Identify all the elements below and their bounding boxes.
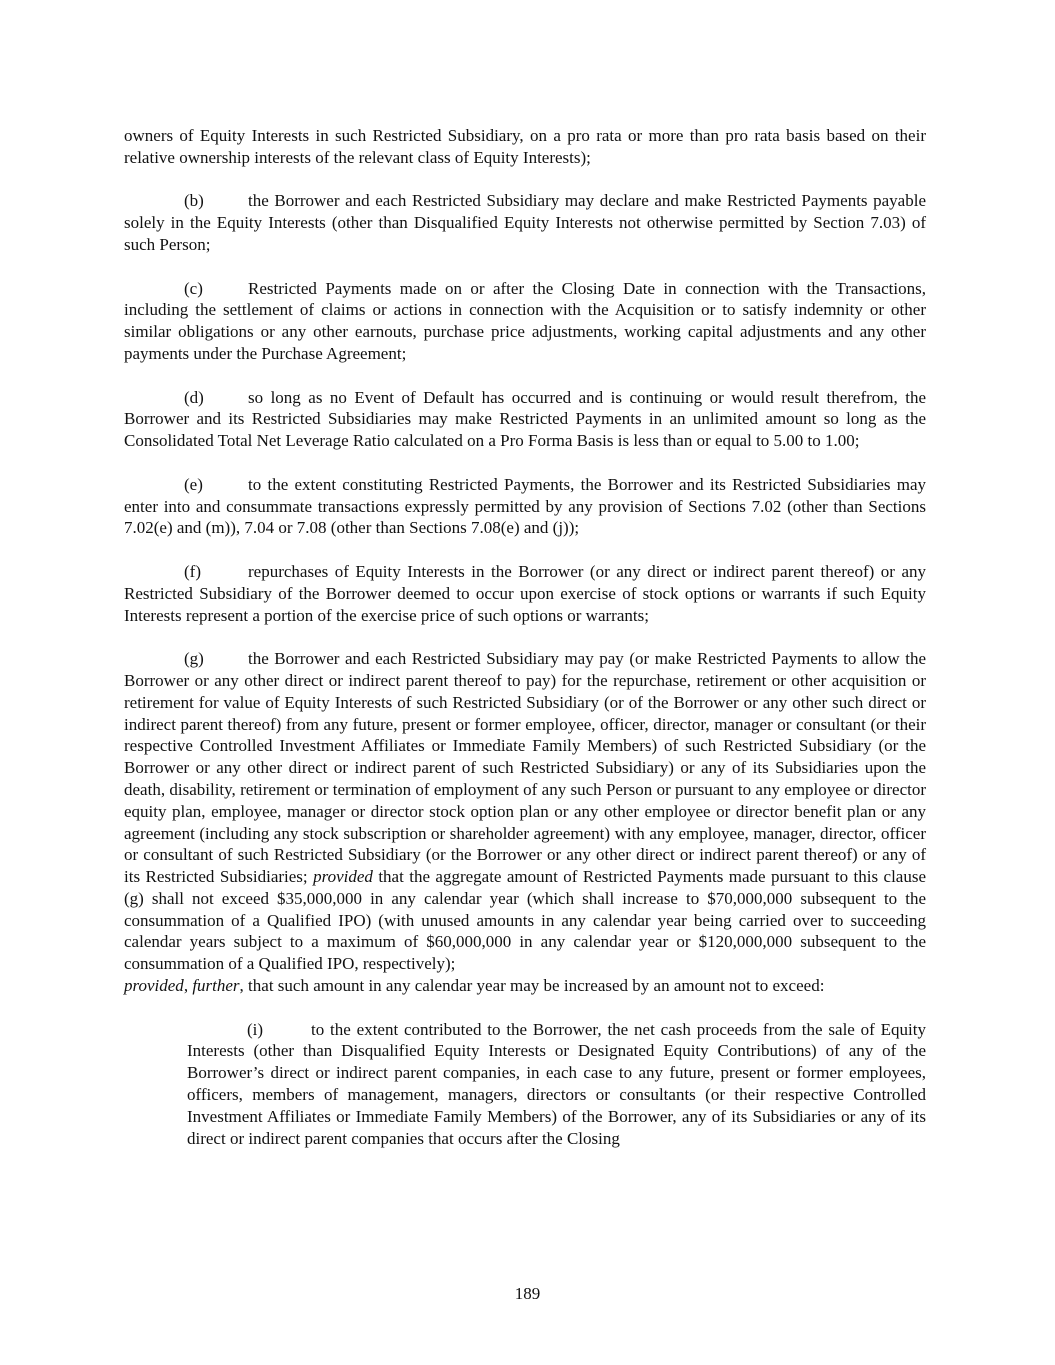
clause-g — [124, 648, 926, 997]
intro-paragraph: owners of Equity Interests in such Restricted Subsidiary, on a pro rata or more than pro rata basis based on their relative ownership interests of the relevant class of Equity Interests); — [124, 126, 926, 167]
clause-c — [124, 278, 926, 365]
clause-text: so long as no Event of Default has occurred and is continuing or would result therefrom, the Borrower and its Restricted Subsidiaries may make Restricted Payments in an unlimited amount so long as the Consolidated Total Net Leverage Ratio calculated on a Pro Forma Basis is less than or equal to 5.00 to 1.00; — [124, 387, 926, 451]
clause-text-end: , that such amount in any calendar year may be increased by an amount not to exceed: — [239, 976, 825, 996]
clause-label: (e) — [184, 474, 203, 494]
clause-text: to the extent constituting Restricted Payments, the Borrower and its Restricted Subsidiaries may enter into and consummate transactions expressly permitted by any provision of Sections 7.02 (other than Sections 7.02(e) and (m)), 7.04 or 7.08 (other than Sections 7.08(e) and (j)); — [124, 474, 926, 538]
clause-b — [124, 190, 926, 255]
clause-label: (f) — [184, 561, 201, 581]
sub-clause-label: (i) — [247, 1019, 264, 1039]
clause-label: (c) — [184, 278, 203, 298]
proviso-further: further — [192, 976, 240, 996]
sub-clause-text: to the extent contributed to the Borrower, the net cash proceeds from the sale of Equity Interests (other than Disqualified Equity Interests or Designated Equity Contributions) of any of the Borrower’s direct or indirect parent companies, in each case to any future, present or former employees, officers, members of management, managers, directors or consultants (or their respective Controlled Investment Affiliates or Immediate Family Members) of the Borrower, any of its Subsidiaries or any of its direct or indirect parent companies that occurs after the Closing — [187, 1019, 926, 1148]
clause-text-continued: that the aggregate amount of Restricted Payments made pursuant to this clause (g) shall not exceed $35,000,000 in any calendar year (which shall increase to $70,000,000 subsequent to the consummation of a Qualified IPO) (with unused amounts in any calendar year being carried over to succeeding calendar years subject to a maximum of $60,000,000 in any calendar year or $120,000,000 subsequent to the consummation of a Qualified IPO, respectively); — [124, 867, 927, 974]
sub-clause-i — [187, 1019, 926, 1150]
clause-text: Restricted Payments made on or after the Closing Date in connection with the Transactions, including the settlement of claims or actions in connection with the Acquisition or to satisfy indemnity or other similar obligations or any other earnouts, purchase price adjustments, working capital adjustments and any other payments under the Purchase Agreement; — [124, 278, 926, 363]
proviso-term: provided — [313, 867, 373, 887]
clause-f — [124, 561, 926, 626]
clause-e — [124, 474, 926, 539]
proviso-term: provided — [124, 976, 184, 996]
clause-d — [124, 387, 926, 452]
clause-label: (d) — [184, 387, 204, 407]
page-number: 189 — [514, 1284, 541, 1303]
clause-text: repurchases of Equity Interests in the Borrower (or any direct or indirect parent thereof) or any Restricted Subsidiary of the Borrower deemed to occur upon exercise of stock options or warrants if such Equity Interests represent a portion of the exercise price of such options or warrants; — [124, 561, 926, 625]
clause-label: (g) — [184, 649, 204, 669]
clause-text: the Borrower and each Restricted Subsidiary may pay (or make Restricted Payments to allow the Borrower or any other direct or indirect parent thereof to pay) for the repurchase, retirement or other acquisition or retirement for value of Equity Interests of such Restricted Subsidiary (or of the Borrower or any other such direct or indirect parent thereof) from any future, present or former employee, officer, director, manager or consultant (or their respective Controlled Investment Affiliates or Immediate Family Members) of such Restricted Subsidiary (or the Borrower or any other direct or indirect parent of such Restricted Subsidiary) or any of its Subsidiaries upon the death, disability, retirement or termination of employment of any such Person or pursuant to any employee or director equity plan, employee, manager or director stock option plan or any other employee or director benefit plan or any agreement (including any stock subscription or shareholder agreement) with any employee, manager, director, officer or consultant of such Restricted Subsidiary (or the Borrower or any other direct or indirect parent thereof) or any of its Restricted Subsidiaries; — [124, 649, 926, 887]
separator: , — [183, 976, 193, 996]
document-body — [124, 125, 926, 1171]
clause-label: (b) — [184, 191, 204, 211]
clause-text: the Borrower and each Restricted Subsidiary may declare and make Restricted Payments payable solely in the Equity Interests (other than Disqualified Equity Interests not otherwise permitted by Section 7.03) of such Person; — [124, 191, 926, 254]
